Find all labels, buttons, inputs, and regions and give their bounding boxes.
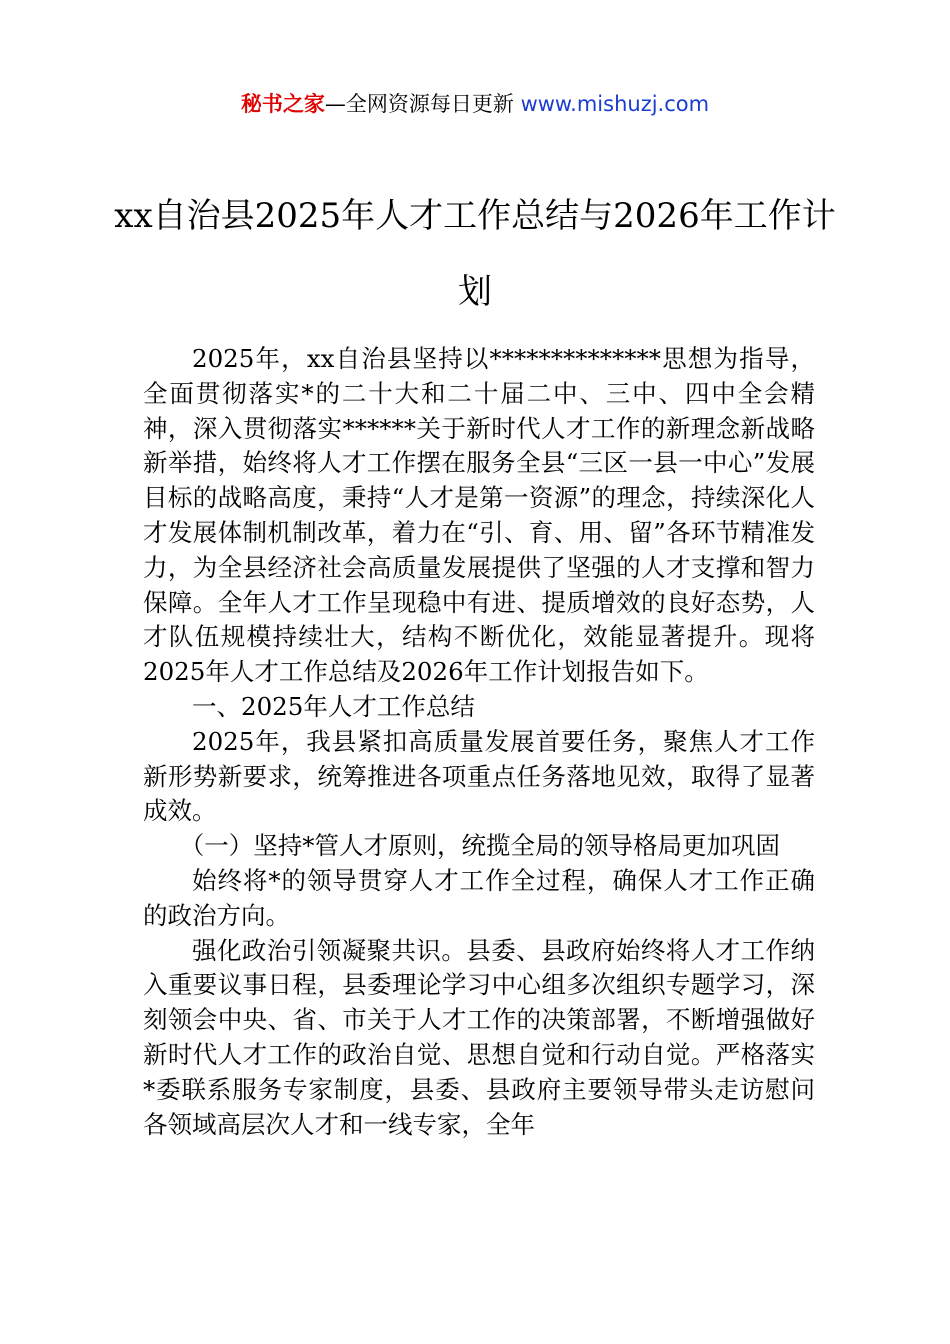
subsection-heading: （一）坚持*管人才原则，统揽全局的领导格局更加巩固: [179, 831, 780, 861]
body-paragraph: 始终将*的领导贯穿人才工作全过程，确保人才工作正确的政治方向。: [143, 865, 815, 930]
section-heading: 一、2025年人才工作总结: [192, 691, 475, 721]
site-url-link[interactable]: www.mishuzj.com: [520, 92, 710, 116]
site-brand: 秘书之家: [240, 92, 325, 116]
intro-paragraph: 2025年，xx自治县坚持以**************思想为指导，全面贯彻落实*的二十大和二十届二中、三中、四中全会精神，深入贯彻落实******关于新时代人才工作的新理念新战略新举措，始终将人才工作摆在服务全县“三区一县一中心”发展目标的战略高度，秉持“人才是第一资源”的理念，持续深化人才发展体制机制改革，着力在“引、育、用、留”各环节精准发力，为全县经济社会高质量发展提供了坚强的人才支撑和智力保障。全年人才工作呈现稳中有进、提质增效的良好态势，人才队伍规模持续壮大，结构不断优化，效能显著提升。现将2025年人才工作总结及2026年工作计划报告如下。: [143, 344, 815, 687]
document-title: xx自治县2025年人才工作总结与2026年工作计划: [114, 196, 836, 312]
body-paragraph: 2025年，我县紧扣高质量发展首要任务，聚焦人才工作新形势新要求，统筹推进各项重点任务落地见效，取得了显著成效。: [143, 726, 815, 826]
site-tagline: —全网资源每日更新: [324, 92, 521, 116]
site-header: [0, 88, 950, 120]
body-paragraph: 强化政治引领凝聚共识。县委、县政府始终将人才工作纳入重要议事日程，县委理论学习中心组多次组织专题学习，深刻领会中央、省、市关于人才工作的决策部署，不断增强做好新时代人才工作的政治自觉、思想自觉和行动自觉。严格落实*委联系服务专家制度，县委、县政府主要领导带头走访慰问各领域高层次人才和一线专家，全年: [143, 935, 815, 1139]
document-body: [143, 342, 815, 1142]
